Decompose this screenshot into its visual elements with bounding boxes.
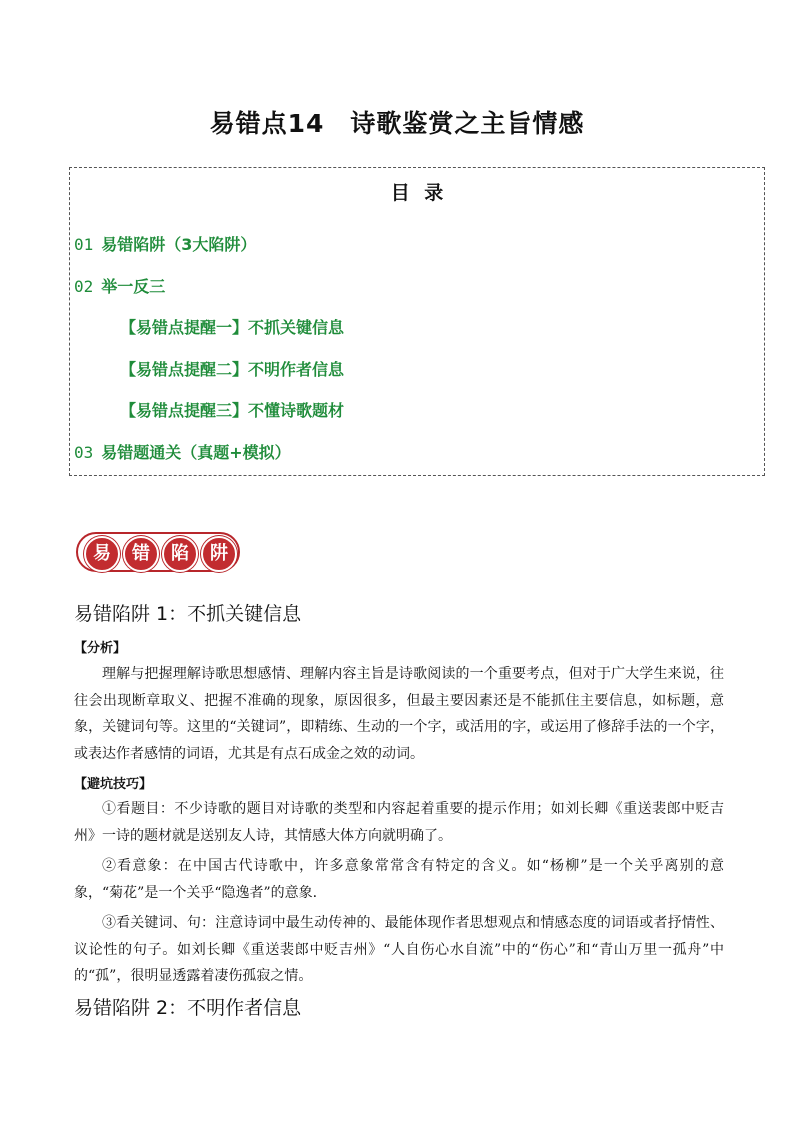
toc-item-label: 举一反三 [101, 277, 166, 296]
toc-item-label: 易错陷阱（3大陷阱） [101, 235, 257, 254]
analysis-label: 【分析】 [74, 641, 127, 656]
toc-subitem-2[interactable] [120, 357, 344, 380]
badge-char: 易 [84, 536, 120, 572]
toc-item-number: 01 [74, 235, 94, 254]
toc-item-number: 03 [74, 443, 94, 462]
section-heading-1: 易错陷阱 1：不抓关键信息 [74, 603, 302, 625]
toc-item-label: 【易错点提醒三】不懂诗歌题材 [120, 401, 345, 420]
table-of-contents [69, 167, 765, 476]
tip-paragraph-2: ②看意象：在中国古代诗歌中，许多意象常常含有特定的含义。如“杨柳”是一个关乎离别的意象，“菊花”是一个关乎“隐逸者”的意象. [74, 858, 724, 901]
tip-paragraph-1: ①看题目：不少诗歌的题目对诗歌的类型和内容起着重要的提示作用；如刘长卿《重送裴郎中贬吉州》一诗的题材就是送别友人诗，其情感大体方向就明确了。 [74, 801, 724, 844]
analysis-paragraph: 理解与把握理解诗歌思想感情、理解内容主旨是诗歌阅读的一个重要考点，但对于广大学生来说，往往会出现断章取义、把握不准确的现象，原因很多，但最主要因素还是不能抓住主要信息，如标题，意象，关键词句等。这里的“关键词”，即精练、生动的一个字，或活用的字，或运用了修辞手法的一个字，或表达作者感情的词语，尤其是有点石成金之效的动词。 [74, 666, 724, 762]
tips-label: 【避坑技巧】 [74, 777, 153, 792]
toc-heading: 目 录 [390, 182, 444, 204]
toc-item-03[interactable] [74, 440, 291, 463]
toc-subitem-3[interactable] [120, 398, 344, 421]
toc-item-02[interactable] [74, 274, 165, 297]
toc-item-number: 02 [74, 277, 94, 296]
toc-subitem-1[interactable] [120, 315, 344, 338]
page-title: 易错点14 诗歌鉴赏之主旨情感 [209, 109, 585, 138]
badge-char: 陷 [162, 536, 198, 572]
toc-item-label: 【易错点提醒一】不抓关键信息 [120, 318, 345, 337]
section-badge [76, 528, 240, 576]
toc-item-01[interactable] [74, 232, 256, 255]
toc-item-label: 易错题通关（真题+模拟） [101, 443, 291, 462]
badge-char: 阱 [201, 536, 237, 572]
toc-item-label: 【易错点提醒二】不明作者信息 [120, 360, 345, 379]
tip-paragraph-3: ③看关键词、句：注意诗词中最生动传神的、最能体现作者思想观点和情感态度的词语或者抒情性、议论性的句子。如刘长卿《重送裴郎中贬吉州》“人自伤心水自流”中的“伤心”和“青山万里一孤舟”中的“孤”，很明显透露着凄伤孤寂之情。 [74, 915, 724, 984]
section-heading-2: 易错陷阱 2：不明作者信息 [74, 997, 302, 1019]
badge-char: 错 [123, 536, 159, 572]
